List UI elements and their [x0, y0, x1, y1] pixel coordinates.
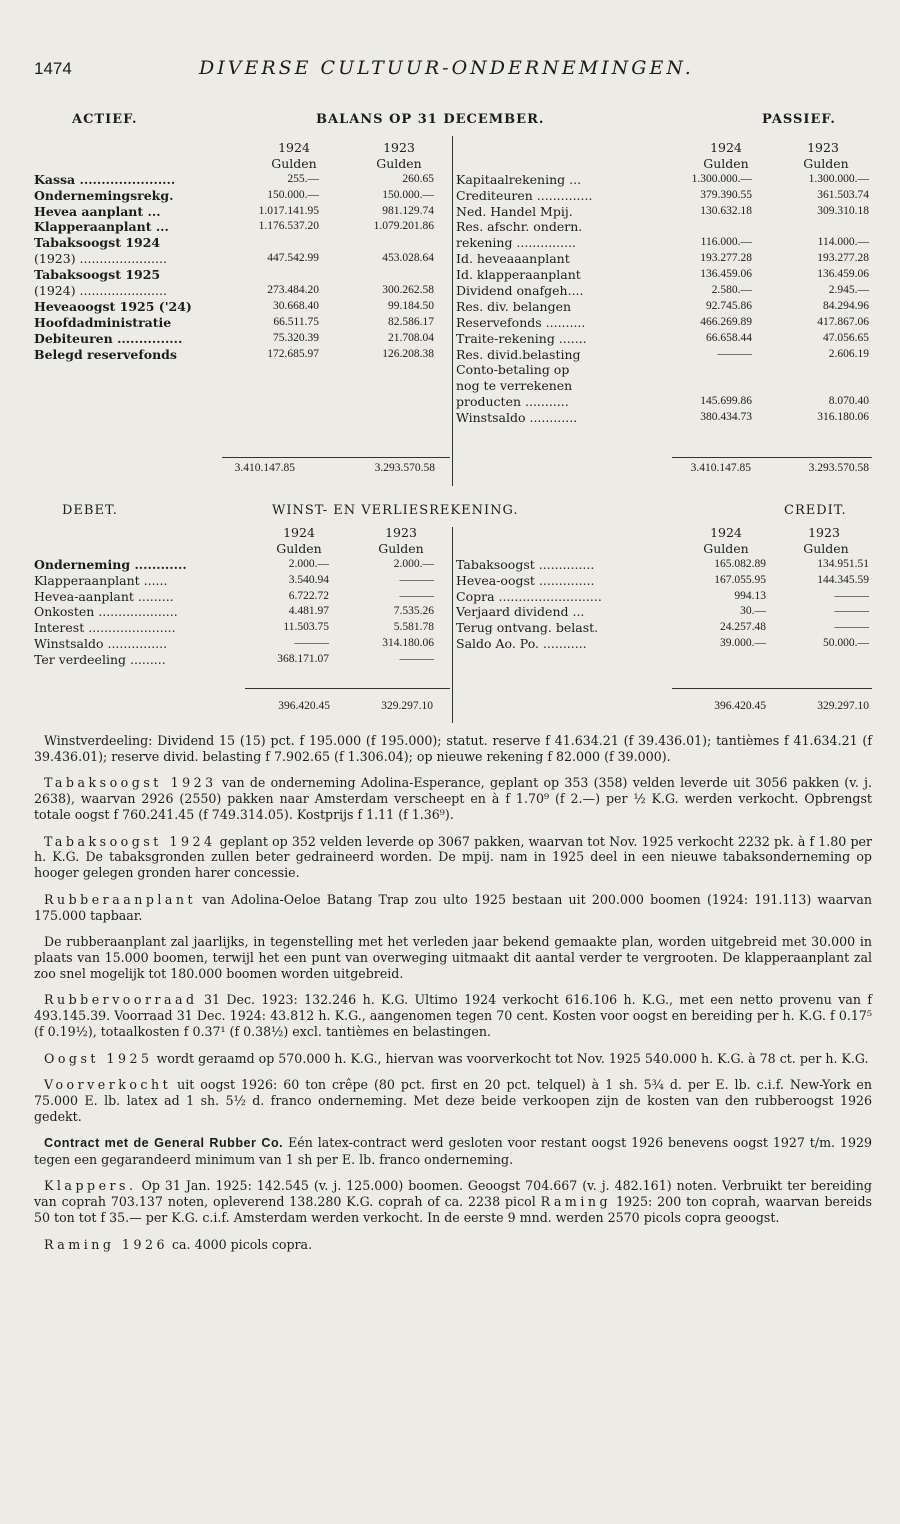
row-label: Id. klapperaanplant: [456, 267, 581, 283]
row-value-1923: 1.300.000.—: [808, 172, 869, 185]
table-row: [456, 267, 871, 283]
row-label: (1924) ......................: [34, 283, 167, 299]
paragraph-lead: Rubberaanplant: [44, 891, 197, 907]
row-value-1923: 316.180.06: [817, 411, 869, 424]
row-value-1924: ———: [717, 347, 752, 360]
table-row: [456, 573, 871, 589]
row-value-1924: 150.000.—: [267, 188, 319, 201]
row-value-1923: 84.294.96: [823, 299, 869, 312]
column-divider: [452, 527, 453, 723]
table-row: [456, 188, 871, 204]
row-value-1924: 66.658.44: [706, 331, 752, 344]
year-header: 1924: [278, 140, 310, 155]
row-value-1924: 255.—: [287, 172, 319, 185]
paragraph-lead: Tabaksoogst 1924: [44, 833, 216, 849]
table-row: [456, 394, 871, 410]
row-label: nog te verrekenen: [456, 378, 573, 394]
row-value-1923: 361.503.74: [817, 188, 869, 201]
balans-passief-table: [456, 140, 871, 426]
paragraph-lead: Oogst 1925: [44, 1050, 153, 1066]
table-row: [456, 315, 871, 331]
row-label: Winstsaldo ............: [456, 410, 578, 426]
row-value-1923: 2.000.—: [393, 557, 434, 570]
row-value-1923: ———: [834, 605, 869, 618]
paragraph-body: 1925: 200 ton coprah, waarvan bereids 50 ton tot f 35.— per K.G. c.i.f. Amsterdam werden verkocht. In de eerste 9 mnd. werden 2570 picols copra geoogst.: [34, 1194, 872, 1226]
paragraph-lead: Contract met de General Rubber Co.: [44, 1136, 284, 1151]
row-label: Crediteuren ..............: [456, 187, 593, 203]
row-label: Onderneming ............: [34, 556, 187, 572]
winst-debet-table: [34, 525, 449, 668]
paragraph-body: wordt geraamd op 570.000 h. K.G., hiervan was voorverkocht tot Nov. 1925 540.000 h. K.G. à 78 ct. per h. K.G.: [156, 1050, 869, 1066]
table-row: [34, 347, 449, 363]
row-value-1924: 6.722.72: [288, 589, 329, 602]
paragraph-tabaksoogst-1924: [34, 834, 872, 882]
row-value-1923: 21.708.04: [388, 331, 434, 344]
row-label: Hoofdadministratie: [34, 314, 172, 330]
row-value-1923: 99.184.50: [388, 299, 434, 312]
unit-header: Gulden: [703, 540, 749, 556]
table-row: [34, 267, 449, 283]
row-label: Tabaksoogst 1925: [34, 267, 161, 283]
total-rule: [245, 688, 450, 689]
row-label: Hevea aanplant ...: [34, 203, 161, 219]
balans-heading: BALANS OP 31 DECEMBER.: [316, 112, 545, 127]
row-value-1923: 981.129.74: [382, 204, 434, 217]
total-debet-1923: 329.297.10: [381, 700, 433, 712]
total-rule: [672, 688, 872, 689]
table-row: [34, 604, 449, 620]
row-value-1923: ———: [399, 653, 434, 666]
row-value-1923: 126.208.38: [382, 347, 434, 360]
year-header: 1924: [283, 525, 315, 540]
row-value-1923: 309.310.18: [817, 204, 869, 217]
row-value-1924: 30.668.40: [273, 299, 319, 312]
year-header: 1924: [710, 525, 742, 540]
row-label: Res. afschr. ondern.: [456, 219, 583, 235]
table-row: [456, 589, 871, 605]
table-row: [34, 620, 449, 636]
table-row: [456, 378, 871, 394]
paragraph-body: van Adolina-Oeloe Batang Trap zou ulto 1925 bestaan uit 200.000 boomen (1924: 191.113) waarvan 175.000 tapbaar.: [34, 891, 872, 923]
row-label: producten ...........: [456, 394, 569, 410]
table-row: [34, 219, 449, 235]
row-value-1924: 39.000.—: [720, 637, 766, 650]
year-header: 1923: [808, 525, 840, 540]
table-row: [34, 331, 449, 347]
actief-heading: ACTIEF.: [72, 112, 138, 127]
row-value-1924: 172.685.97: [267, 347, 319, 360]
row-value-1924: 30.—: [740, 605, 766, 618]
paragraph-tabaksoogst-1923: [34, 775, 872, 823]
row-value-1924: 193.277.28: [700, 252, 752, 265]
row-value-1923: 300.262.58: [382, 284, 434, 297]
row-value-1924: 2.580.—: [711, 284, 752, 297]
row-label: Hevea-aanplant .........: [34, 588, 174, 604]
row-value-1923: 453.028.64: [382, 252, 434, 265]
row-label: Onkosten ....................: [34, 604, 178, 620]
table-row: [34, 172, 449, 188]
winst-heading: WINST- EN VERLIESREKENING.: [272, 503, 519, 518]
table-row: [34, 315, 449, 331]
unit-header: Gulden: [803, 540, 849, 556]
paragraph-uitbreiding: De rubberaanplant zal jaarlijks, in tegenstelling met het verleden jaar bekend gemaakte plan, worden uitgebreid met 30.000 in plaats van 15.000 boomen, terwijl het een punt van overweging uitmaakt dit aantal verder te vergrooten. De klapperaanplant zal zoo snel mogelijk tot 180.000 boomen worden uitgebreid.: [34, 934, 872, 981]
row-label: Ned. Handel Mpij.: [456, 203, 573, 219]
table-row: [456, 362, 871, 378]
row-label: Interest ......................: [34, 620, 176, 636]
row-value-1923: 417.867.06: [817, 315, 869, 328]
row-label: Belegd reservefonds: [34, 346, 177, 362]
row-value-1923: ———: [834, 621, 869, 634]
row-label: Reservefonds ..........: [456, 314, 586, 330]
row-value-1923: 150.000.—: [382, 188, 434, 201]
paragraph-lead: Raming 1926: [44, 1236, 168, 1252]
row-label: Tabaksoogst 1924: [34, 235, 161, 251]
table-row: [456, 219, 871, 235]
row-label: Kassa ......................: [34, 171, 176, 187]
table-row: [456, 172, 871, 188]
row-value-1923: 47.056.65: [823, 331, 869, 344]
row-value-1924: 1.176.537.20: [258, 220, 319, 233]
year-header: 1923: [807, 140, 839, 155]
table-row: [456, 620, 871, 636]
total-passief-1923: 3.293.570.58: [808, 462, 869, 474]
paragraph-contract: [34, 1135, 872, 1168]
row-value-1924: 3.540.94: [288, 573, 329, 586]
row-value-1924: 1.017.141.95: [258, 204, 319, 217]
row-label: Terug ontvang. belast.: [456, 620, 599, 636]
row-label: Heveaoogst 1925 ('24): [34, 298, 192, 314]
row-value-1923: 136.459.06: [817, 268, 869, 281]
table-row: [34, 589, 449, 605]
row-value-1924: 994.13: [734, 589, 766, 602]
year-header: 1924: [710, 140, 742, 155]
row-label: Copra ..........................: [456, 588, 602, 604]
row-value-1924: 273.484.20: [267, 284, 319, 297]
page-title: DIVERSE CULTUUR-ONDERNEMINGEN.: [199, 57, 694, 79]
table-row: [34, 557, 449, 573]
table-row: [34, 652, 449, 668]
row-value-1923: 8.070.40: [828, 395, 869, 408]
table-row: [34, 636, 449, 652]
paragraph-body: van de onderneming Adolina-Esperance, geplant op 353 (358) velden leverde uit 3056 pakken (v. j. 2638), waarvan 2926 (2550) pakken naar Amsterdam verscheept en à f 1.70⁹ (f 2.—) per ½ K.G. werden verkocht. Opbrengst totale oogst f 760.241.45 (f 749.314.05). Kostprijs f 1.11 (f 1.36⁹).: [34, 775, 872, 823]
row-label: Hevea-oogst ..............: [456, 572, 595, 588]
paragraph-oogst-1925: [34, 1051, 872, 1067]
row-value-1923: 7.535.26: [393, 605, 434, 618]
row-value-1923: 114.000.—: [817, 236, 869, 249]
row-label: Ondernemingsrekg.: [34, 187, 174, 203]
row-value-1924: 379.390.55: [700, 188, 752, 201]
table-row: [456, 410, 871, 426]
row-value-1923: ———: [399, 589, 434, 602]
total-actief-1924: 3.410.147.85: [234, 462, 295, 474]
paragraph-lead: Tabaksoogst 1923: [44, 775, 217, 791]
row-value-1924: 466.269.89: [700, 315, 752, 328]
table-row: [34, 188, 449, 204]
row-value-1923: 1.079.201.86: [373, 220, 434, 233]
total-credit-1924: 396.420.45: [714, 700, 766, 712]
row-value-1923: 193.277.28: [817, 252, 869, 265]
table-row: [456, 347, 871, 363]
total-debet-1924: 396.420.45: [278, 700, 330, 712]
paragraph-winstverdeeling: Winstverdeeling: Dividend 15 (15) pct. f 195.000 (f 195.000); statut. reserve f 41.634.21 (f 39.436.01); tantièmes f 41.634.21 (f 39.436.01); reserve divid. belasting f 7.902.65 (f 1.306.04); op nieuwe rekening f 82.000 (f 39.000).: [34, 733, 872, 764]
paragraph-raming-1926: [34, 1237, 872, 1253]
total-credit-1923: 329.297.10: [817, 700, 869, 712]
unit-header: Gulden: [376, 155, 422, 171]
row-value-1923: 2.606.19: [828, 347, 869, 360]
page-header: [34, 55, 874, 85]
row-label: Traite-rekening .......: [456, 330, 587, 346]
total-passief-1924: 3.410.147.85: [690, 462, 751, 474]
row-value-1924: 116.000.—: [700, 236, 752, 249]
row-value-1924: 75.320.39: [273, 331, 319, 344]
table-row: [456, 557, 871, 573]
paragraph-body: Op 31 Jan. 1925: 142.545 (v. j. 125.000) boomen. Geoogst 704.667 (v. j. 482.161) noten. Verbruikt ter bereiding van coprah 703.137 noten, opleverend 138.280 K.G. coprah of ca. 2238 picol: [34, 1178, 872, 1210]
table-row: [34, 573, 449, 589]
row-value-1923: 50.000.—: [823, 637, 869, 650]
row-value-1923: ———: [399, 573, 434, 586]
year-header: 1923: [385, 525, 417, 540]
row-value-1924: 136.459.06: [700, 268, 752, 281]
row-value-1923: 82.586.17: [388, 315, 434, 328]
row-label: Winstsaldo ...............: [34, 636, 168, 652]
row-value-1924: 145.699.86: [700, 395, 752, 408]
row-value-1923: 2.945.—: [828, 284, 869, 297]
row-label: Saldo Ao. Po. ...........: [456, 636, 587, 652]
row-value-1923: 144.345.59: [817, 573, 869, 586]
row-label: Klapperaanplant ...: [34, 219, 169, 235]
unit-header: Gulden: [378, 540, 424, 556]
table-row: [456, 204, 871, 220]
row-value-1923: 5.581.78: [393, 621, 434, 634]
row-label: Kapitaalrekening ...: [456, 171, 582, 187]
row-label: Verjaard dividend ...: [456, 604, 585, 620]
paragraph-body: Eén latex-contract werd gesloten voor restant oogst 1926 benevens oogst 1927 t/m. 1929 tegen een gegarandeerd minimum van 1 sh per E. lb. franco onderneming.: [34, 1135, 872, 1168]
row-value-1924: 66.511.75: [273, 315, 319, 328]
row-value-1923: ———: [834, 589, 869, 602]
row-label: (1923) ......................: [34, 251, 167, 267]
row-value-1924: 4.481.97: [288, 605, 329, 618]
table-row: [456, 299, 871, 315]
paragraph-body: uit oogst 1926: 60 ton crêpe (80 pct. first en 20 pct. telquel) à 1 sh. 5¾ d. per E. lb. c.i.f. New-York en 75.000 E. lb. latex ad 1 sh. 5½ d. franco onderneming. Met deze beide verkoopen zijn de kosten van den rubberoogst 1926 gedekt.: [34, 1076, 872, 1124]
table-row: [456, 235, 871, 251]
row-label: Res. div. belangen: [456, 298, 572, 314]
table-row: [34, 299, 449, 315]
row-value-1924: 380.434.73: [700, 411, 752, 424]
paragraph-lead: Klappers.: [44, 1178, 137, 1194]
row-value-1924: ———: [294, 637, 329, 650]
table-row: [456, 251, 871, 267]
table-row: [34, 235, 449, 251]
paragraph-klappers: [34, 1178, 872, 1226]
debet-heading: DEBET.: [62, 503, 118, 518]
row-value-1923: 134.951.51: [817, 557, 869, 570]
paragraph-body: geplant op 352 velden leverde op 3067 pakken, waarvan tot Nov. 1925 verkocht 2232 pk. à f 1.80 per h. K.G. De tabaksgronden zullen beter gedraineerd worden. De mpij. nam in 1925 deel in een nieuwe tabaksonderneming op hooger gelegen gronden harer concessie.: [34, 833, 872, 881]
row-label: Dividend onafgeh....: [456, 283, 584, 299]
table-row: [456, 604, 871, 620]
row-value-1924: 92.745.86: [706, 299, 752, 312]
table-row: [34, 251, 449, 267]
row-label: Res. divid.belasting: [456, 346, 581, 362]
row-label: rekening ...............: [456, 235, 577, 251]
table-row: [34, 283, 449, 299]
table-row: [456, 636, 871, 652]
paragraph-lead: Voorverkocht: [44, 1076, 172, 1092]
row-label: Debiteuren ...............: [34, 330, 183, 346]
credit-heading: CREDIT.: [784, 503, 847, 518]
row-label: Tabaksoogst ..............: [456, 556, 595, 572]
row-value-1924: 130.632.18: [700, 204, 752, 217]
paragraph-rubbervoorraad: [34, 992, 872, 1040]
row-label: Id. heveaaanplant: [456, 251, 570, 267]
paragraph-body: ca. 4000 picols copra.: [172, 1236, 313, 1252]
unit-header: Gulden: [271, 155, 317, 171]
row-value-1924: 24.257.48: [720, 621, 766, 634]
row-label: Conto-betaling op: [456, 362, 570, 378]
balans-actief-table: [34, 140, 449, 362]
total-rule: [222, 457, 450, 458]
page-number: 1474: [34, 59, 72, 78]
row-value-1924: 11.503.75: [283, 621, 329, 634]
total-actief-1923: 3.293.570.58: [374, 462, 435, 474]
unit-header: Gulden: [803, 155, 849, 171]
row-label: Klapperaanplant ......: [34, 572, 168, 588]
passief-heading: PASSIEF.: [762, 112, 836, 127]
column-divider: [452, 136, 453, 486]
row-value-1923: 314.180.06: [382, 637, 434, 650]
row-value-1924: 2.000.—: [288, 557, 329, 570]
row-value-1924: 165.082.89: [714, 557, 766, 570]
paragraph-body: 31 Dec. 1923: 132.246 h. K.G. Ultimo 1924 verkocht 616.106 h. K.G., met een netto provenu van f 493.145.39. Voorraad 31 Dec. 1924: 43.812 h. K.G., aangenomen tegen 70 cent. Kosten voor oogst en bereiding per h. K.G. f 0.17⁵ (f 0.19½), totaalkosten f 0.37¹ (f 0.38½) excl. tantièmes en belastingen.: [34, 992, 872, 1040]
table-row: [456, 283, 871, 299]
paragraph-lead: Raming: [540, 1194, 612, 1210]
unit-header: Gulden: [276, 540, 322, 556]
unit-header: Gulden: [703, 155, 749, 171]
total-rule: [672, 457, 872, 458]
row-value-1924: 368.171.07: [277, 653, 329, 666]
winst-credit-table: [456, 525, 871, 652]
table-row: [456, 331, 871, 347]
paragraph-rubberaanplant: [34, 892, 872, 924]
paragraph-voorverkocht: [34, 1077, 872, 1125]
row-label: Ter verdeeling .........: [34, 652, 166, 668]
body-text: [34, 733, 872, 1263]
row-value-1924: 167.055.95: [714, 573, 766, 586]
table-row: [34, 204, 449, 220]
row-value-1923: 260.65: [402, 172, 434, 185]
year-header: 1923: [383, 140, 415, 155]
row-value-1924: 1.300.000.—: [691, 172, 752, 185]
paragraph-lead: Rubbervoorraad: [44, 992, 198, 1008]
row-value-1924: 447.542.99: [267, 252, 319, 265]
